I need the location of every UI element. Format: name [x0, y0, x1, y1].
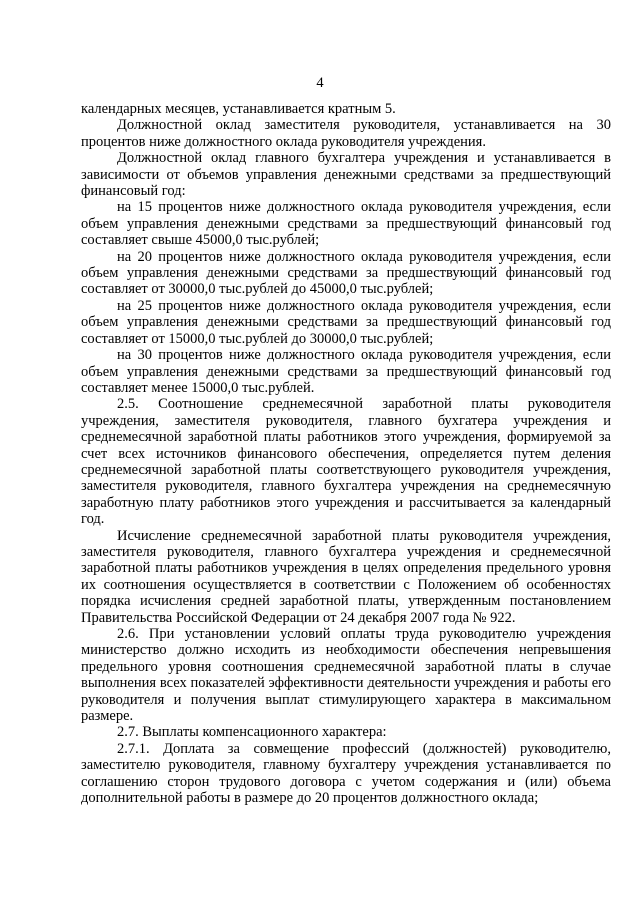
paragraph-calculation: Исчисление среднемесячной заработной платы руководителя учреждения, заместителя руководителя, главного бухгалтера учреждения и среднемесячной заработной платы работников учреждения в целях определения предельного уровня их соотношения осуществляется в соответствии с Положением об особенностях порядка исчисления средней заработной платы, утвержденным постановлением Правительства Российской Федерации от 24 декабря 2007 года № 922. [81, 527, 611, 626]
paragraph-rate-30: на 30 процентов ниже должностного оклада руководителя учреждения, если объем управления денежными средствами за предшествующий финансовый год составляет менее 15000,0 тыс.рублей. [81, 347, 611, 396]
document-body [81, 101, 611, 806]
paragraph-section-2-7: 2.7. Выплаты компенсационного характера: [117, 724, 387, 741]
paragraph-rate-20: на 20 процентов ниже должностного оклада руководителя учреждения, если объем управления денежными средствами за предшествующий финансовый год составляет от 30000,0 тыс.рублей до 45000,0 тыс.рублей; [81, 248, 611, 298]
paragraph-rate-25: на 25 процентов ниже должностного оклада руководителя учреждения, если объем управления денежными средствами за предшествующий финансовый год составляет от 15000,0 тыс.рублей до 30000,0 тыс.рублей; [81, 297, 611, 347]
paragraph-section-2-5: 2.5. Соотношение среднемесячной заработной платы руководителя учреждения, заместителя руководителя, главного бухгатера учреждения и среднемесячной заработной платы работников этого учреждения, формируемой за счет всех источников финансового обеспечения, определяется путем деления среднемесячной заработной платы соответствующего руководителя учреждения, заместителя руководителя, главного бухгалтера учреждения на среднемесячную заработную плату работников этого учреждения и рассчитывается за календарный год. [81, 396, 611, 528]
page-number: 4 [316, 75, 324, 91]
paragraph-continuation: календарных месяцев, устанавливается кратным 5. [81, 101, 396, 117]
paragraph-chief-accountant-salary: Должностной оклад главного бухгалтера учреждения и устанавливается в зависимости от объемов управления денежными средствами за предшествующий финансовый год: [81, 150, 611, 200]
paragraph-rate-15: на 15 процентов ниже должностного оклада руководителя учреждения, если объем управления денежными средствами за предшествующий финансовый год составляет свыше 45000,0 тыс.рублей; [81, 199, 611, 249]
paragraph-deputy-salary: Должностной оклад заместителя руководителя, устанавливается на 30 процентов ниже должностного оклада руководителя учреждения. [81, 117, 611, 150]
paragraph-section-2-6: 2.6. При установлении условий оплаты труда руководителю учреждения министерство должно исходить из необходимости обеспечения непревышения предельного уровня соотношения среднемесячной заработной платы в случае выполнения всех показателей эффективности деятельности учреждения и работы его руководителя и получения выплат стимулирующего характера в максимальном размере. [81, 626, 611, 725]
paragraph-section-2-7-1: 2.7.1. Доплата за совмещение профессий (должностей) руководителю, заместителю руководителя, главному бухгалтеру учреждения устанавливается по соглашению сторон трудового договора с учетом содержания и (или) объема дополнительной работы в размере до 20 процентов должностного оклада; [81, 740, 611, 807]
